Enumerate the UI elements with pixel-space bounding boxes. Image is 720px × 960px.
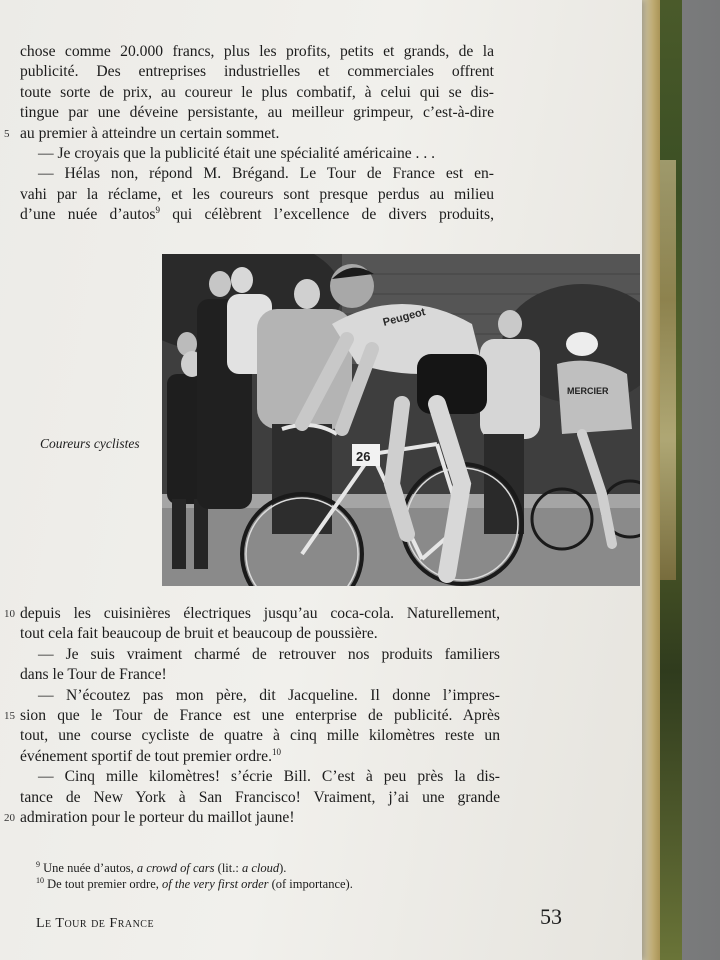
- footnote-10: $^{10}$ De tout premier ordre, of the very first order (of importance).: [36, 875, 353, 891]
- text-line: d’une nuée d’autos$^9$ qui célèbrent l’excellence de divers produits,: [20, 205, 494, 224]
- text-line: — Je croyais que la publicité était une spécialité américaine . . .: [38, 145, 436, 163]
- footnote-9: $^9$ Une nuée d’autos, a crowd of cars (lit.: a cloud).: [36, 859, 287, 875]
- footnotes: [36, 860, 353, 892]
- text-line: chose comme 20.000 francs, plus les profits, petits et grands, de la: [20, 43, 494, 60]
- text-line: publicité. Des entreprises industrielles et commerciales offrent: [20, 63, 494, 81]
- race-number: 26: [356, 449, 371, 464]
- text-line: événement sportif de tout premier ordre.$^{10}$: [20, 746, 282, 765]
- text-line: 10 depuis les cuisinières électriques jusqu’au coca-cola. Naturellement,: [20, 604, 500, 624]
- paragraph-bottom: [4, 604, 500, 828]
- line-number: 20: [4, 812, 15, 825]
- text-line: 5 au premier à atteindre un certain sommet.: [20, 124, 494, 144]
- text-line: tout cela fait beaucoup de bruit et beaucoup de poussière.: [20, 625, 378, 643]
- cover-decoration: [660, 160, 676, 580]
- photo-caption: Coureurs cyclistes: [40, 436, 140, 451]
- text-block-top: [4, 42, 494, 226]
- cyclists-photo: [162, 254, 640, 586]
- jersey-text-left: Peugeot: [381, 306, 427, 329]
- text-line: dans le Tour de France!: [20, 666, 167, 684]
- text-line: — N’écoutez pas mon père, dit Jacqueline. Il donne l’impres-: [38, 686, 500, 704]
- text-line: — Je suis vraiment charmé de retrouver nos produits familiers: [38, 645, 500, 663]
- footnote-ref-9: 9: [155, 205, 160, 216]
- text-line: 20 admiration pour le porteur du maillot jaune!: [20, 808, 500, 828]
- text-line: — Hélas non, répond M. Brégand. Le Tour de France est en-: [38, 165, 494, 183]
- line-number: 15: [4, 710, 15, 723]
- line-number: 5: [4, 127, 10, 140]
- running-head: Le Tour de France: [36, 916, 155, 931]
- text-line: 15 sion que le Tour de France est une enterprise de publicité. Après: [20, 706, 500, 726]
- page-number: 53: [540, 904, 562, 929]
- text-line: toute sorte de prix, au coureur le plus combatif, à celui qui se dis-: [20, 83, 494, 101]
- text-line: tance de New York à San Francisco! Vraiment, j’ai une grande: [20, 788, 500, 806]
- photo-illustration: [162, 254, 640, 586]
- footnote-ref-10: 10: [272, 746, 282, 757]
- jersey-text-right: MERCIER: [567, 386, 609, 396]
- text-line: — Cinq mille kilomètres! s’écrie Bill. C’est à peu près la dis-: [38, 768, 500, 786]
- text-line: tout, une course cycliste de quatre à cinq mille kilomètres reste un: [20, 727, 500, 745]
- text-block-bottom: [4, 604, 500, 828]
- text-line: tingue par une déveine persistante, au meilleur grimpeur, c’est-à-dire: [20, 104, 494, 122]
- paragraph-top: [4, 42, 494, 226]
- text-line: vahi par la réclame, et les coureurs sont presque perdus au milieu: [20, 185, 494, 203]
- line-number: 10: [4, 608, 15, 620]
